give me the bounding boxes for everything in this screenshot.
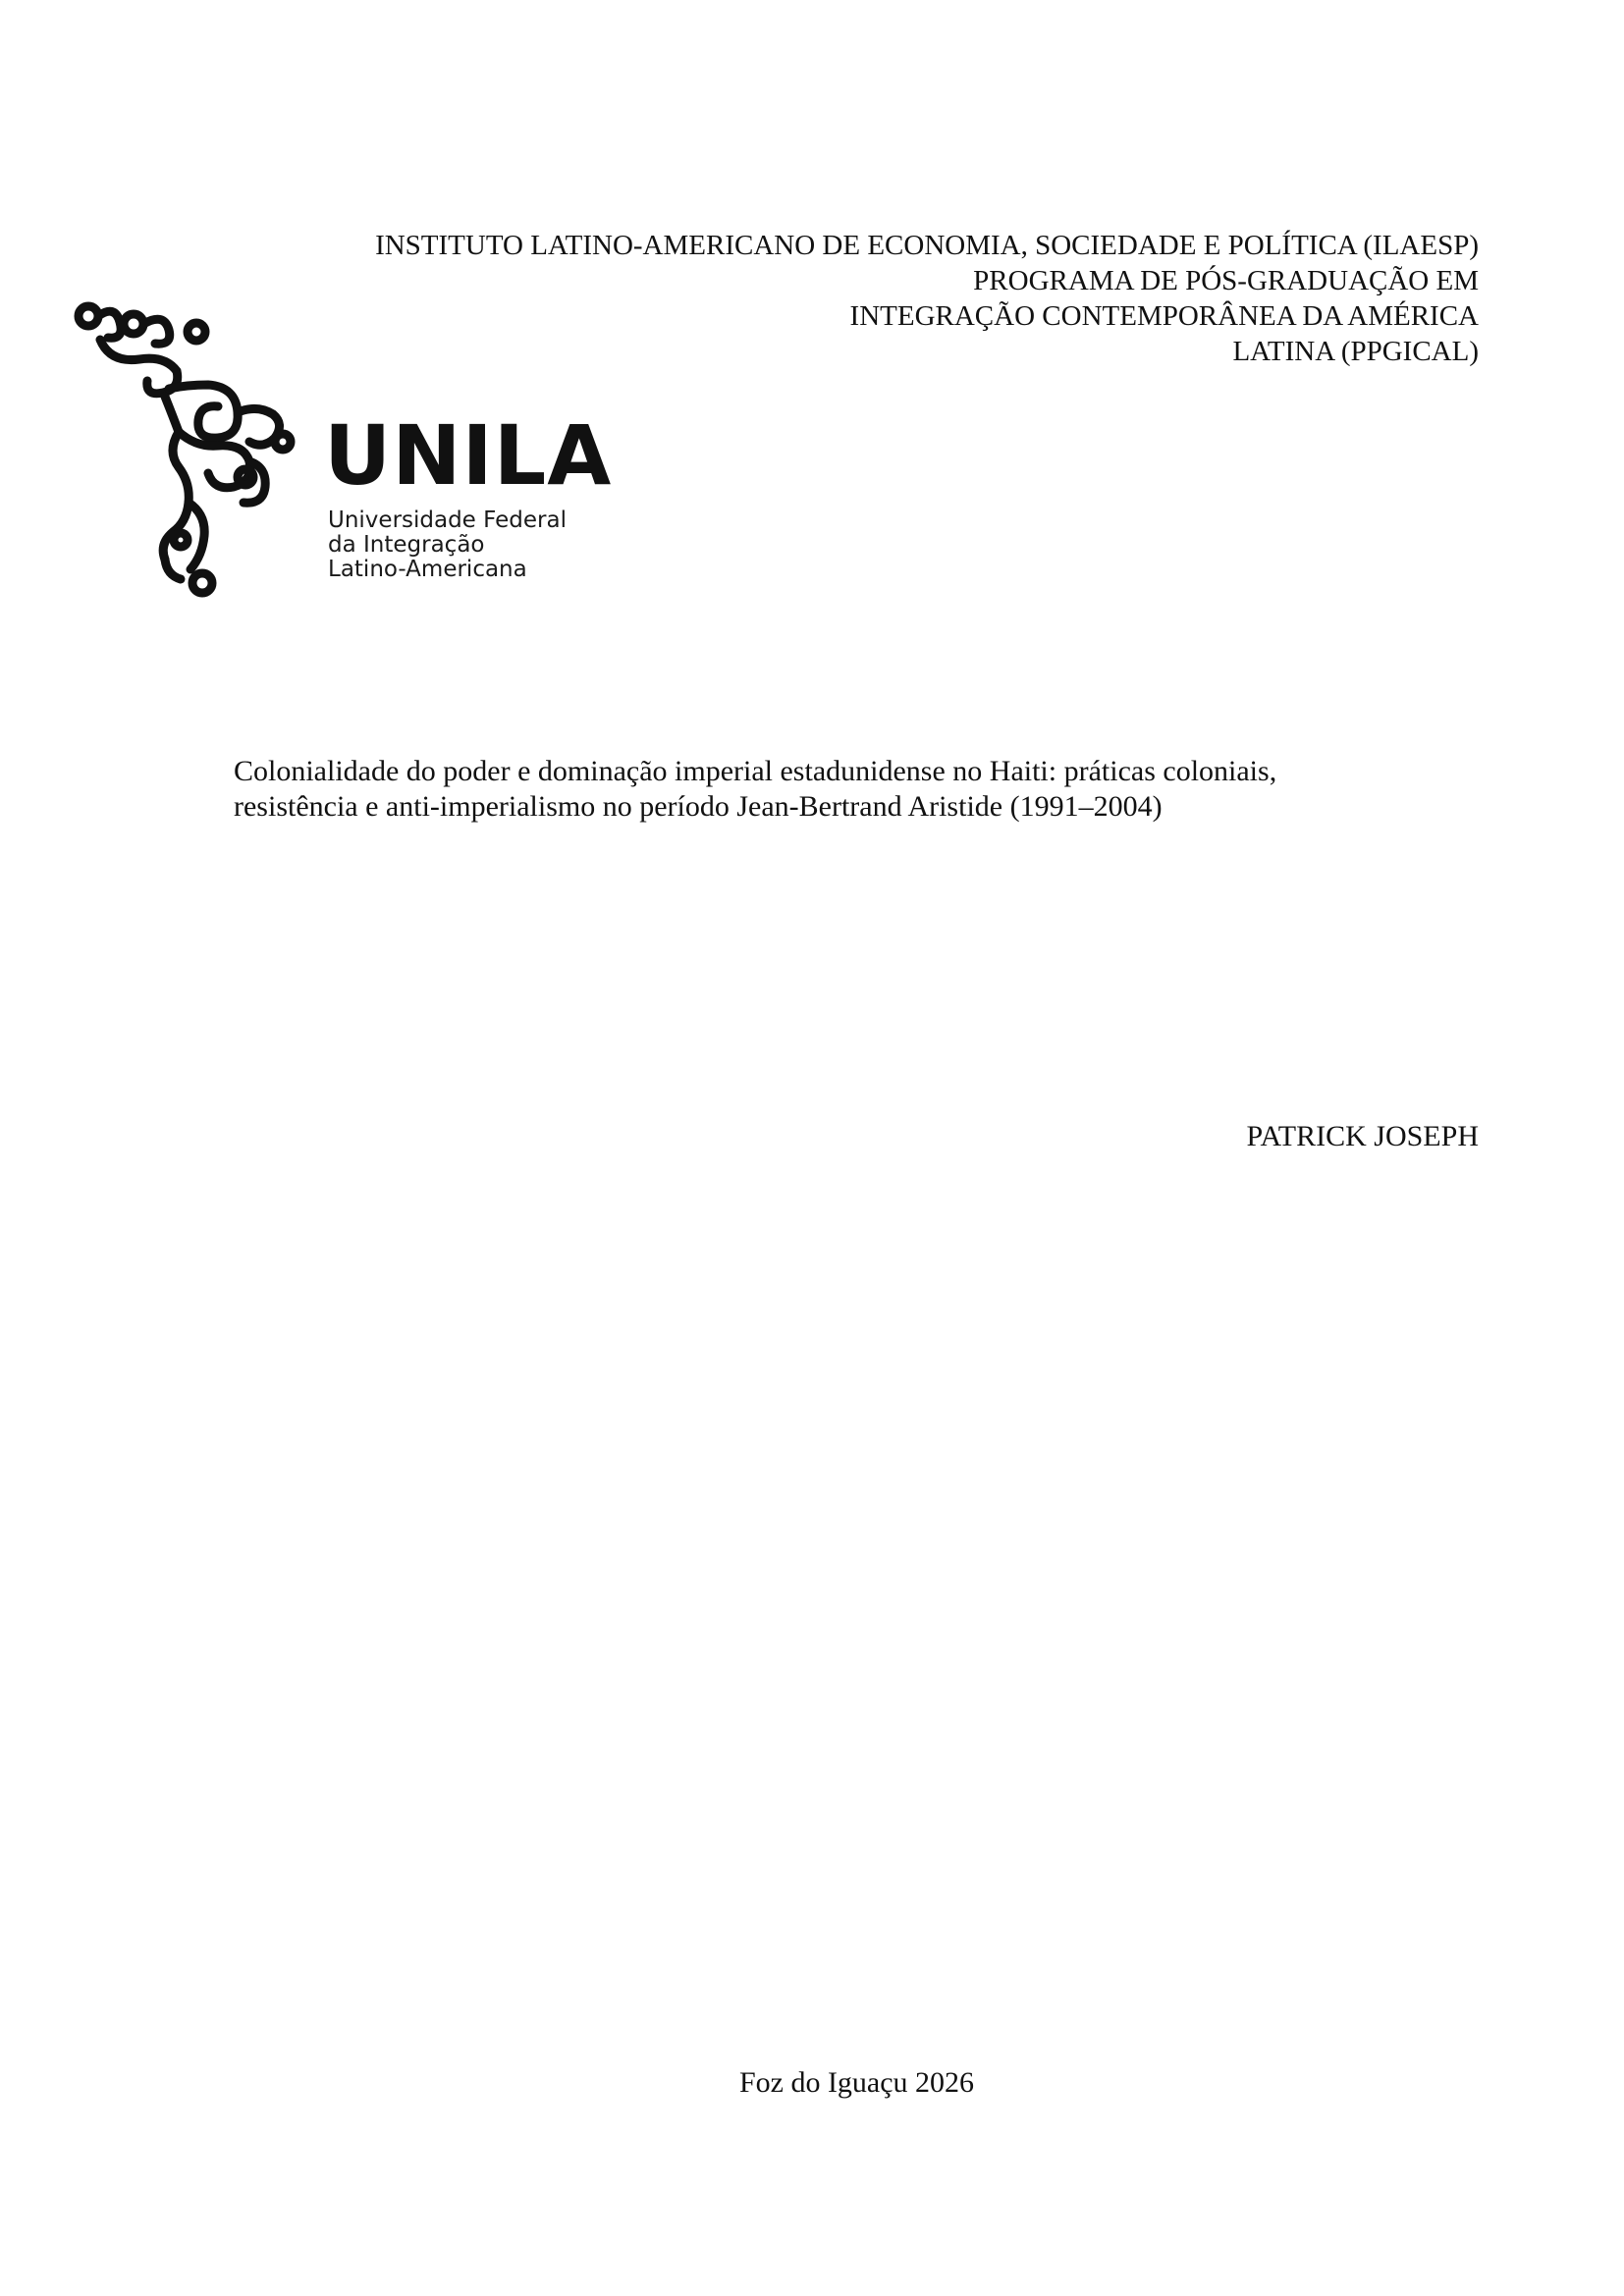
unila-map-swirl-icon — [71, 294, 326, 609]
unila-subtitle-line-3: Latino-Americana — [328, 557, 527, 582]
document-title — [234, 754, 1471, 825]
title-line-2: resistência e anti-imperialismo no período Jean-Bertrand Aristide (1991–2004) — [234, 790, 1163, 823]
program-name-line-3: LATINA (PPGICAL) — [1232, 336, 1479, 367]
unila-wordmark: UNILA — [324, 407, 613, 504]
institute-name: INSTITUTO LATINO-AMERICANO DE ECONOMIA, SOCIEDADE E POLÍTICA (ILAESP) — [375, 230, 1479, 261]
unila-logo — [71, 294, 613, 609]
unila-subtitle-line-1: Universidade Federal — [328, 507, 567, 533]
program-name-line-2: INTEGRAÇÃO CONTEMPORÂNEA DA AMÉRICA — [849, 300, 1479, 332]
place-and-date: Foz do Iguaçu 2026 — [738, 2066, 975, 2099]
unila-subtitle-line-2: da Integração — [328, 532, 485, 558]
author-name: PATRICK JOSEPH — [1246, 1120, 1479, 1152]
title-line-1: Colonialidade do poder e dominação imperial estadunidense no Haiti: práticas coloniais, — [234, 755, 1277, 787]
unila-subtitle — [328, 508, 567, 582]
program-name-line-1: PROGRAMA DE PÓS-GRADUAÇÃO EM — [973, 265, 1479, 296]
